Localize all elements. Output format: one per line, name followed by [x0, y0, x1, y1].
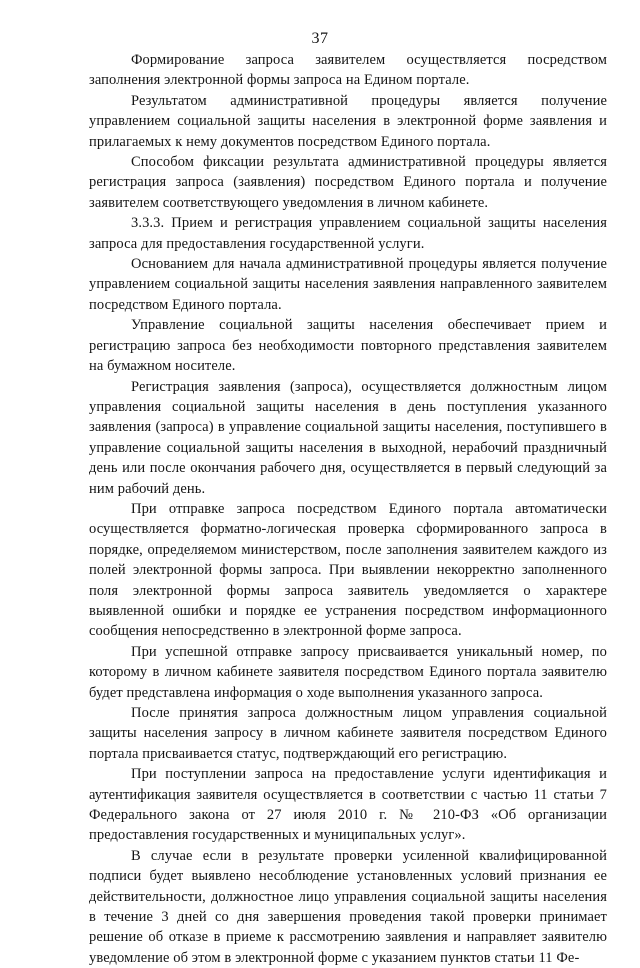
paragraph: При поступлении запроса на предоставление услуги идентификация и аутентификация заявителя осуществляется в соответствии с частью 11 статьи 7 Федерального закона от 27 июля 2010 г. № 210-ФЗ «Об организации предоставления государственных и муниципальных услуг». — [89, 766, 607, 844]
paragraph: Регистрация заявления (запроса), осуществляется должностным лицом управления социальной защиты населения в день поступления указанного заявления (запроса) в управление социальной защиты населения, поступившего в управление социальной защиты населения в выходной, нерабочий праздничный день или после окончания рабочего дня, осуществляется в первый следующий за ним рабочий день. — [89, 378, 607, 497]
section-heading-paragraph: 3.3.3. Прием и регистрация управлением социальной защиты населения запроса для предоставления государственной услуги. — [89, 215, 607, 252]
page-number: 37 — [311, 30, 329, 47]
document-body — [89, 50, 607, 968]
paragraph: В случае если в результате проверки усиленной квалифицированной подписи будет выявлено несоблюдение установленных условий признания ее действительности, должностное лицо управления социальной защиты населения в течение 3 дней со дня завершения проведения такой проверки принимает решение об отказе в приеме к рассмотрению заявления и направляет заявителю уведомление об этом в электронной форме с указанием пунктов статьи 11 Фе- — [89, 847, 607, 966]
paragraph: При успешной отправке запросу присваивается уникальный номер, по которому в личном кабинете заявителя посредством Единого портала заявителю будет представлена информация о ходе выполнения указанного запроса. — [89, 643, 607, 701]
paragraph: Формирование запроса заявителем осуществляется посредством заполнения электронной формы запроса на Едином портале. — [89, 52, 607, 89]
paragraph: Результатом административной процедуры является получение управлением социальной защиты населения в электронной форме заявления и прилагаемых к нему документов посредством Единого портала. — [89, 92, 607, 150]
paragraph: Управление социальной защиты населения обеспечивает прием и регистрацию запроса без необходимости повторного представления заявителем на бумажном носителе. — [89, 317, 607, 375]
paragraph: После принятия запроса должностным лицом управления социальной защиты населения запросу в личном кабинете заявителя посредством Единого портала присваивается статус, подтверждающий его регистрацию. — [89, 705, 607, 762]
paragraph: Основанием для начала административной процедуры является получение управлением социальной защиты населения заявления направленного заявителем посредством Единого портала. — [89, 256, 607, 313]
paragraph: Способом фиксации результата административной процедуры является регистрация запроса (заявления) посредством Единого портала и получение заявителем соответствующего уведомления в личном кабинете. — [89, 154, 607, 211]
paragraph: При отправке запроса посредством Единого портала автоматически осуществляется форматно-логическая проверка сформированного запроса в порядке, определяемом министерством, после заполнения заявителем каждого из полей электронной формы запроса. При выявлении некорректно заполненного поля электронной формы запроса заявитель уведомляется о характере выявленной ошибки и порядке ее устранения посредством информационного сообщения непосредственно в электронной форме запроса. — [89, 500, 607, 640]
